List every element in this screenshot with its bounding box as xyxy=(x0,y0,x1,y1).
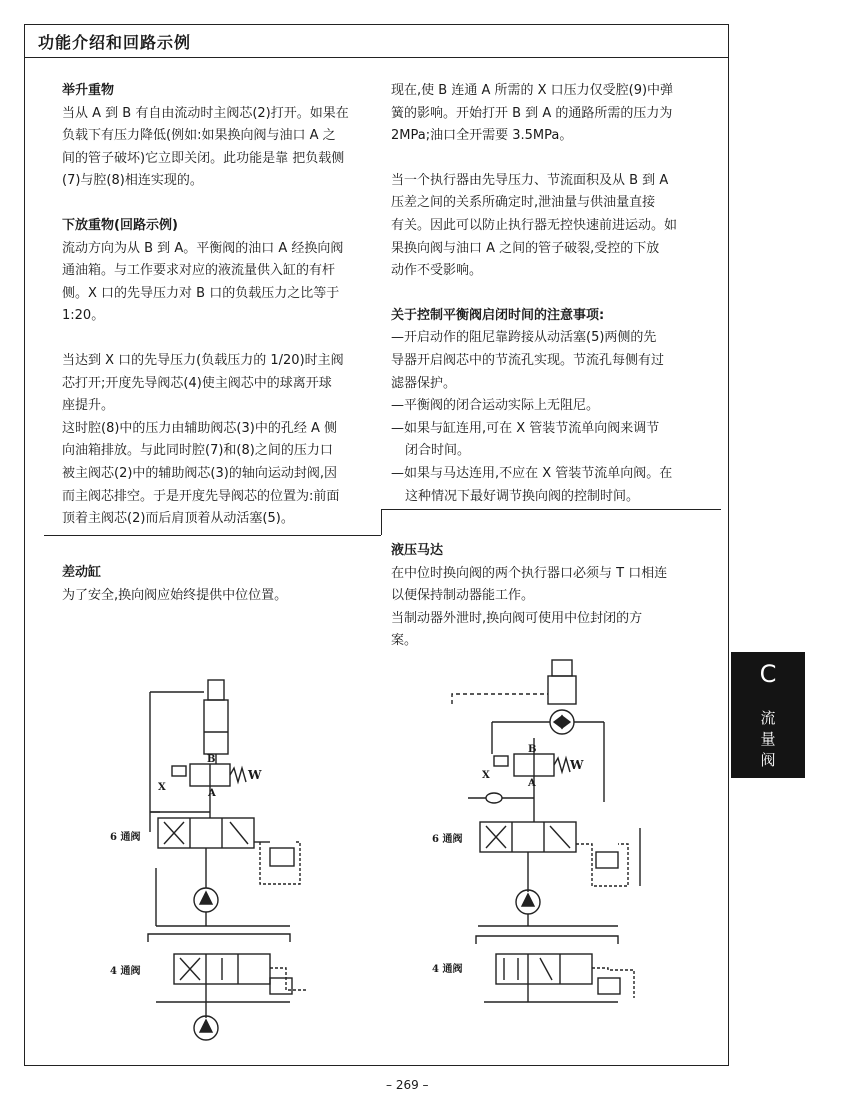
tab-title xyxy=(731,708,805,771)
tab-char: 阀 xyxy=(760,751,776,769)
four-way-valve xyxy=(496,954,592,984)
six-way-label: 6 通阀 xyxy=(110,832,141,843)
right-column-rule xyxy=(381,509,721,510)
six-way-valve xyxy=(480,822,576,852)
port-x-label: X xyxy=(482,770,490,781)
motor-circuit-diagram xyxy=(428,658,718,1052)
motor-circuit-svg xyxy=(428,658,718,1052)
port-b-label: B xyxy=(207,754,216,765)
cylinder-body xyxy=(204,700,228,754)
port-x-label: X xyxy=(158,782,166,793)
lifting-heading: 举升重物 xyxy=(62,83,115,98)
relief-valve-4 xyxy=(598,978,620,994)
paragraph-line: 当一个执行器由先导压力、节流面积及从 B 到 A xyxy=(391,172,669,188)
tab-char: 流 xyxy=(760,709,776,727)
spring-label: W xyxy=(248,768,262,782)
paragraph-line: 这种情况下最好调节换向阀的控制时间。 xyxy=(405,488,640,504)
left-column-rule xyxy=(44,535,381,536)
cylinder-rod xyxy=(208,680,224,700)
port-a-label: A xyxy=(208,788,216,799)
paragraph-line: 动作不受影响。 xyxy=(391,263,483,279)
diff-heading: 差动缸 xyxy=(62,565,102,580)
paragraph-line: 有关。因此可以防止执行器无控快速前进运动。如 xyxy=(391,217,678,233)
cylinder-circuit-svg xyxy=(100,672,380,1052)
paragraph-line: 案。 xyxy=(391,633,418,649)
paragraph-line: 2MPa;油口全开需要 3.5MPa。 xyxy=(391,128,573,144)
spring-label: W xyxy=(570,758,584,772)
page-number: – 269 – xyxy=(386,1078,429,1092)
paragraph-line: 现在,使 B 连通 A 所需的 X 口压力仅受腔(9)中弹 xyxy=(391,83,674,98)
section-tab xyxy=(731,652,805,778)
paragraph-line: 当从 A 到 B 有自由流动时主阀芯(2)打开。如果在 xyxy=(62,105,349,121)
paragraph-line: —如果与缸连用,可在 X 管装节流单向阀来调节 xyxy=(391,420,660,436)
port-a-label: A xyxy=(528,778,536,789)
paragraph-line: 滤器保护。 xyxy=(391,375,457,391)
paragraph-line: 这时腔(8)中的压力由辅助阀芯(3)中的孔经 A 侧 xyxy=(62,420,337,436)
paragraph-line: —开启动作的阻尼靠跨接从动活塞(5)两侧的先 xyxy=(391,330,657,346)
left-column xyxy=(62,80,382,531)
paragraph-line: 座提升。 xyxy=(62,398,115,414)
section-header xyxy=(24,24,729,58)
paragraph-line: 向油箱排放。与此同时腔(7)和(8)之间的压力口 xyxy=(62,443,333,459)
paragraph-line: 簧的影响。开始打开 B 到 A 的通路所需的压力为 xyxy=(391,105,673,121)
pilot-section xyxy=(172,766,186,776)
paragraph-line: 当制动器外泄时,换向阀可使用中位封闭的方 xyxy=(391,610,643,626)
paragraph-line: 芯打开;开度先导阀芯(4)使主阀芯中的球离开球 xyxy=(62,375,332,391)
relief-valve xyxy=(270,848,294,866)
relief-valve-4 xyxy=(270,978,292,994)
tab-char: 量 xyxy=(760,730,776,748)
right-column xyxy=(391,80,713,508)
paragraph-line: 导器开启阀芯中的节流孔实现。节流孔每侧有过 xyxy=(391,352,665,368)
check-valve xyxy=(486,793,502,803)
brake-spring xyxy=(552,660,572,676)
differential-cylinder-section xyxy=(62,562,382,607)
paragraph-line: —如果与马达连用,不应在 X 管装节流单向阀。在 xyxy=(391,465,673,481)
brake-cylinder xyxy=(548,676,576,704)
cylinder-circuit-diagram xyxy=(100,672,380,1052)
paragraph-line: 被主阀芯(2)中的辅助阀芯(3)的轴向运动封阀,因 xyxy=(62,465,337,481)
paragraph-line: 顶着主阀芯(2)而后肩顶着从动活塞(5)。 xyxy=(62,511,294,527)
paragraph-line: 压差之间的关系所确定时,泄油量与供油量直接 xyxy=(391,195,656,211)
paragraph-line: 侧。X 口的先导压力对 B 口的负载压力之比等于 xyxy=(62,285,340,301)
lowering-heading: 下放重物(回路示例) xyxy=(62,217,178,233)
diff-text: 为了安全,换向阀应始终提供中位位置。 xyxy=(62,587,288,603)
six-way-label: 6 通阀 xyxy=(432,834,463,845)
paragraph-line: —平衡阀的闭合运动实际上无阻尼。 xyxy=(391,398,600,414)
paragraph-line: 而主阀芯排空。于是开度先导阀芯的位置为:前面 xyxy=(62,488,340,504)
paragraph-line: 果换向阀与油口 A 之间的管子破裂,受控的下放 xyxy=(391,240,660,256)
tab-letter: C xyxy=(759,660,777,688)
pilot-section xyxy=(494,756,508,766)
four-way-label: 4 通阀 xyxy=(110,966,141,977)
paragraph-line: 通油箱。与工作要求对应的液流量供入缸的有杆 xyxy=(62,263,336,279)
paragraph-line: 间的管子破坏)它立即关闭。此功能是靠 把负载侧 xyxy=(62,150,345,166)
paragraph-line: 1:20。 xyxy=(62,308,105,324)
paragraph-line: 在中位时换向阀的两个执行器口必须与 T 口相连 xyxy=(391,565,668,581)
motor-heading: 液压马达 xyxy=(391,543,444,558)
paragraph-line: 闭合时间。 xyxy=(405,443,471,459)
section-title: 功能介绍和回路示例 xyxy=(38,33,192,52)
relief-valve xyxy=(596,852,618,868)
four-way-label: 4 通阀 xyxy=(432,964,463,975)
paragraph-line: 以便保持制动器能工作。 xyxy=(391,588,535,604)
note-heading: 关于控制平衡阀启闭时间的注意事项: xyxy=(391,307,605,323)
paragraph-line: (7)与腔(8)相连实现的。 xyxy=(62,173,203,189)
paragraph-line: 当达到 X 口的先导压力(负载压力的 1/20)时主阀 xyxy=(62,352,344,368)
paragraph-line: 负载下有压力降低(例如:如果换向阀与油口 A 之 xyxy=(62,128,336,144)
port-b-label: B xyxy=(528,744,537,755)
paragraph-line: 流动方向为从 B 到 A。平衡阀的油口 A 经换向阀 xyxy=(62,240,344,256)
hydraulic-motor-section xyxy=(391,540,713,653)
